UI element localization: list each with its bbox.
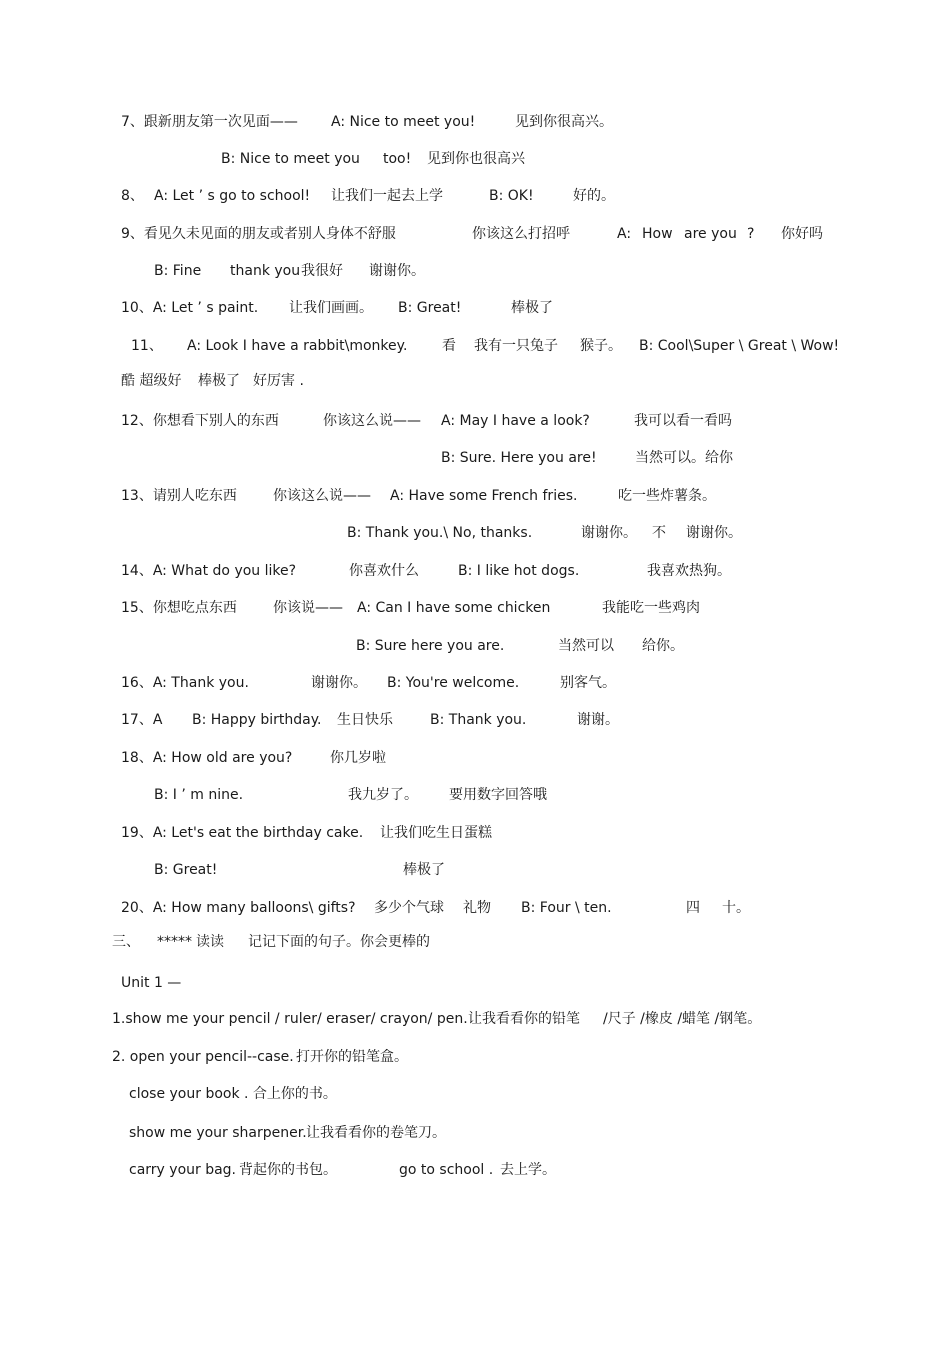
text-segment: 当然可以。给你 — [635, 450, 733, 466]
text-segment: 谢谢你。 — [581, 525, 637, 541]
text-segment: 我九岁了。 — [348, 787, 418, 803]
text-segment: 我可以看一看吗 — [634, 413, 732, 429]
text-segment: 17、A — [121, 712, 163, 728]
text-segment: 当然可以 — [558, 638, 614, 654]
text-segment: A: — [617, 226, 632, 242]
text-segment: 我能吃一些鸡肉 — [602, 600, 700, 616]
text-segment: 生日快乐 — [337, 712, 393, 728]
text-segment: 让我们吃生日蛋糕 — [380, 825, 492, 841]
text-segment: 你该这么说—— — [273, 488, 371, 504]
text-segment: A: Look I have a rabbit\monkey. — [187, 338, 408, 354]
text-segment: 11、 — [131, 338, 163, 354]
text-segment: B: OK! — [489, 188, 534, 204]
text-segment: 9、看见久未见面的朋友或者别人身体不舒服 — [121, 226, 396, 242]
text-segment: 打开你的铅笔盒。 — [296, 1049, 408, 1065]
text-segment: 不 — [652, 525, 666, 541]
text-segment: /尺子 /橡皮 /蜡笔 /钢笔。 — [603, 1011, 762, 1027]
text-segment: 10、A: Let ’ s paint. — [121, 300, 259, 316]
text-segment: 多少个气球 — [374, 900, 444, 916]
text-segment: B: Sure here you are. — [356, 638, 505, 654]
text-segment: 12、你想看下别人的东西 — [121, 413, 279, 429]
text-segment: 你该这么说—— — [323, 413, 421, 429]
text-segment: B: Nice to meet you — [221, 151, 360, 167]
text-segment: close your book . 合上你的书。 — [129, 1086, 337, 1102]
text-segment: 你该这么打招呼 — [472, 226, 570, 242]
text-segment: ***** — [157, 934, 192, 950]
text-segment: show me your sharpener. — [129, 1125, 307, 1141]
text-segment: 背起你的书包。 — [239, 1162, 337, 1178]
text-segment: B: Sure. Here you are! — [441, 450, 597, 466]
text-segment: 去上学。 — [500, 1162, 556, 1178]
text-segment: 你好吗 — [781, 226, 823, 242]
text-segment: go to school . — [399, 1162, 494, 1178]
text-segment: 13、请别人吃东西 — [121, 488, 237, 504]
text-segment: How — [642, 226, 673, 242]
text-segment: B: Cool\Super \ Great \ Wow! — [639, 338, 840, 354]
text-segment: A: Let ’ s go to school! — [154, 188, 311, 204]
text-segment: 见到你也很高兴 — [427, 151, 525, 167]
text-segment: 十。 — [722, 900, 750, 916]
text-segment: 四 — [686, 900, 700, 916]
text-segment: are you — [684, 226, 737, 242]
text-segment: B: Thank you.\ No, thanks. — [347, 525, 533, 541]
text-segment: 好的。 — [573, 188, 615, 204]
text-segment: A: Can I have some chicken — [357, 600, 551, 616]
text-segment: 看 — [442, 338, 456, 354]
text-segment: B: Fine — [154, 263, 202, 279]
text-segment: 让我们画画。 — [289, 300, 373, 316]
text-segment: 我有一只兔子 — [474, 338, 558, 354]
text-segment: too! — [383, 151, 412, 167]
text-segment: 你该说—— — [273, 600, 343, 616]
text-segment: 棒极了 — [403, 862, 445, 878]
text-segment: 谢谢你。 — [686, 525, 742, 541]
text-segment: 吃一些炸薯条。 — [618, 488, 716, 504]
text-segment: B: Happy birthday. — [192, 712, 322, 728]
text-segment: B: You're welcome. — [387, 675, 520, 691]
text-segment: 礼物 — [463, 900, 491, 916]
text-segment: ? — [747, 226, 755, 242]
text-segment: 记记下面的句子。你会更棒的 — [248, 934, 430, 950]
text-segment: 我喜欢热狗。 — [647, 563, 731, 579]
text-segment: 别客气。 — [560, 675, 616, 691]
text-segment: B: Great! — [154, 862, 218, 878]
text-segment: 要用数字回答哦 — [449, 787, 547, 803]
text-segment: 给你。 — [642, 638, 684, 654]
text-segment: carry your bag. — [129, 1162, 237, 1178]
text-segment: A: Have some French fries. — [390, 488, 578, 504]
text-segment: B: Four \ ten. — [521, 900, 612, 916]
text-segment: 棒极了 — [511, 300, 553, 316]
text-segment: thank you — [230, 263, 301, 279]
text-segment: 让我看看你的卷笔刀。 — [306, 1125, 446, 1141]
text-segment: B: I ’ m nine. — [154, 787, 244, 803]
text-segment: 14、A: What do you like? — [121, 563, 297, 579]
text-segment: 你几岁啦 — [330, 750, 386, 766]
text-segment: 酷 超级好 — [121, 373, 182, 389]
text-segment: B: Thank you. — [430, 712, 527, 728]
text-segment: B: Great! — [398, 300, 462, 316]
text-segment: 谢谢你。 — [311, 675, 367, 691]
text-segment: 见到你很高兴。 — [515, 114, 613, 130]
text-segment: 让我看看你的铅笔 — [468, 1011, 580, 1027]
text-segment: 让我们一起去上学 — [331, 188, 443, 204]
text-segment: 16、A: Thank you. — [121, 675, 249, 691]
text-segment: 19、A: Let's eat the birthday cake. — [121, 825, 364, 841]
text-segment: 谢谢。 — [577, 712, 619, 728]
text-segment: 18、A: How old are you? — [121, 750, 293, 766]
text-segment: 猴子。 — [580, 338, 622, 354]
text-segment: 我很好 — [301, 263, 343, 279]
text-segment: 8、 — [121, 188, 144, 204]
text-segment: 15、你想吃点东西 — [121, 600, 237, 616]
text-segment: 7、跟新朋友第一次见面—— — [121, 114, 298, 130]
text-segment: 2. open your pencil--case. — [112, 1049, 294, 1065]
text-segment: 好厉害 . — [253, 373, 304, 389]
text-segment: 20、A: How many balloons\ gifts? — [121, 900, 356, 916]
text-segment: 读读 — [196, 934, 224, 950]
text-segment: A: May I have a look? — [441, 413, 590, 429]
text-segment: 三、 — [112, 934, 140, 950]
text-segment: 你喜欢什么 — [349, 563, 419, 579]
text-segment: Unit 1 — — [121, 975, 182, 991]
text-segment: A: Nice to meet you! — [331, 114, 476, 130]
text-segment: 1.show me your pencil / ruler/ eraser/ crayon/ pen. — [112, 1011, 468, 1027]
text-segment: 谢谢你。 — [369, 263, 425, 279]
text-segment: B: I like hot dogs. — [458, 563, 580, 579]
text-segment: 棒极了 — [198, 373, 240, 389]
